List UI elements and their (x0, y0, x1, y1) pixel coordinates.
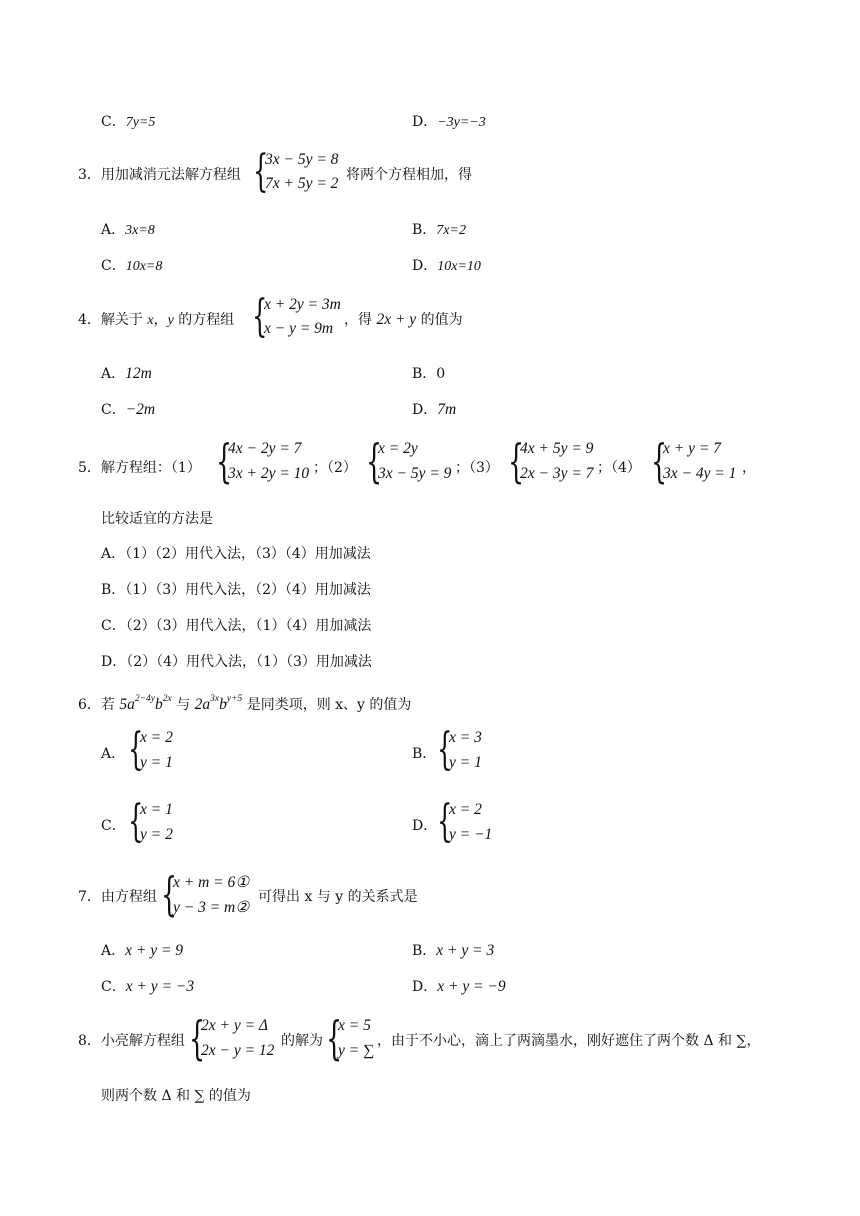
term-1-b: b (155, 696, 163, 713)
separator: ， (153, 312, 168, 328)
separator: ； (455, 460, 469, 476)
solution-1: x = 5 (338, 1017, 371, 1034)
q7-stem (78, 888, 157, 906)
q6-option-c[interactable] (128, 796, 188, 848)
equation-1: 4x + 5y = 9 (520, 440, 594, 457)
variable-y: y (167, 313, 174, 328)
equation-2: x − y = 9m (264, 320, 334, 337)
equation-1: 4x − 2y = 7 (228, 440, 302, 457)
option-label: A． (101, 943, 126, 959)
brace-icon: { (253, 146, 269, 197)
q3-option-b[interactable] (412, 221, 466, 240)
q5-part-3-label (455, 459, 499, 477)
q8-stem-suffix: ，由于不小心，滴上了两滴墨水，刚好遮住了两个数 Δ 和 ∑， (377, 1033, 761, 1049)
option-text: 7x=2 (436, 223, 466, 238)
option-text: （2）（4）用代入法，（1）（3）用加减法 (126, 654, 372, 670)
q5-system-4 (651, 434, 745, 488)
option-label: C． (101, 402, 126, 418)
option-label: A． (101, 222, 126, 238)
question-text-mid: 的方程组 (178, 312, 235, 328)
equation-2: y = −1 (449, 826, 493, 843)
brace-icon: { (189, 1011, 206, 1065)
question-number: 6． (78, 697, 101, 713)
variable-x: x (147, 313, 154, 328)
q6-option-a-label: A． (101, 746, 126, 762)
equation-2: 2x − y = 12 (201, 1042, 275, 1059)
question-text: ，得 (344, 312, 372, 328)
option-text: x + y = 3 (436, 942, 495, 959)
q4-option-a[interactable] (101, 365, 152, 383)
q4-stem (78, 311, 234, 330)
q4-option-c[interactable] (101, 401, 155, 419)
option-text: x + y = 9 (125, 942, 184, 959)
option-label: B． (412, 366, 437, 382)
term-1 (119, 696, 171, 713)
option-text: （1）（2）用代入法，（3）（4）用加减法 (125, 546, 371, 562)
q5-system-2 (366, 434, 458, 488)
q3-stem-suffix: 将两个方程相加，得 (346, 167, 472, 183)
brace-icon: { (128, 796, 144, 847)
question-text: 若 (100, 697, 115, 713)
option-text: 7m (437, 401, 457, 418)
q5-option-b[interactable] (101, 581, 371, 599)
option-label: C． (101, 979, 126, 995)
brace-icon: { (326, 1011, 343, 1065)
question-text: 小亮解方程组 (100, 1033, 185, 1049)
option-text: 7y=5 (125, 115, 156, 130)
option-label: C． (101, 618, 126, 634)
option-text: x + y = −9 (437, 978, 506, 995)
option-text: −3y=−3 (437, 115, 486, 130)
equation-2: y = 1 (449, 754, 482, 771)
equation-1: x = 2 (449, 801, 482, 818)
part-label-3: （3） (469, 460, 499, 476)
solution-2: y = ∑ (338, 1042, 375, 1059)
equation-2: y = 2 (140, 826, 173, 843)
q5-option-d[interactable] (101, 653, 372, 671)
q2-option-c[interactable] (101, 113, 155, 132)
q7-option-d[interactable] (412, 978, 506, 996)
q5-system-3 (508, 434, 602, 488)
option-label: A． (101, 366, 126, 382)
option-label: B． (412, 222, 437, 238)
question-number: 7． (78, 889, 101, 905)
question-number: 8． (78, 1033, 101, 1049)
q7-equation-system (161, 867, 261, 921)
equation-2: y − 3 = m② (173, 899, 250, 916)
option-text: 3x=8 (125, 223, 155, 238)
brace-icon: { (508, 434, 525, 488)
q3-option-c[interactable] (101, 257, 162, 276)
q6-stem (78, 690, 411, 714)
question-text: 由方程组 (100, 889, 157, 905)
q5-stem-line-2: 比较适宜的方法是 (101, 511, 213, 527)
q4-option-b[interactable] (412, 365, 445, 383)
part-label-4: （4） (611, 460, 641, 476)
equation-1: 2x + y = Δ (201, 1017, 269, 1034)
option-label: C． (101, 114, 126, 130)
brace-icon: { (128, 724, 144, 775)
q3-stem (78, 166, 241, 184)
brace-icon: { (252, 291, 268, 342)
equation-2: y = 1 (140, 754, 173, 771)
separator: ； (313, 460, 327, 476)
q4-option-d[interactable] (412, 401, 456, 419)
option-text: 12m (125, 365, 152, 382)
q6-option-b-label: B． (412, 746, 437, 762)
option-label: D． (412, 258, 438, 274)
option-label: D． (412, 402, 438, 418)
term-1-exponent-b: 2x (162, 694, 172, 704)
q6-option-b[interactable] (437, 724, 497, 776)
q8-equation-system (189, 1011, 285, 1065)
q3-option-d[interactable] (412, 257, 481, 276)
q2-option-d[interactable] (412, 113, 486, 132)
option-label: D． (412, 114, 438, 130)
term-2-exponent-b: y+5 (226, 694, 243, 704)
q6-option-d-label: D． (412, 818, 438, 834)
q7-stem-suffix: 可得出 x 与 y 的关系式是 (258, 889, 418, 905)
term-2-exponent-a: 3x (210, 694, 220, 704)
option-label: D． (101, 654, 127, 670)
question-number: 5． (78, 460, 101, 476)
option-text: −2m (125, 401, 156, 418)
question-text: 解关于 (100, 312, 143, 328)
brace-icon: { (651, 434, 668, 488)
term-2-b: b (219, 696, 227, 713)
option-label: D． (412, 979, 438, 995)
question-number: 3． (78, 167, 101, 183)
option-text: （1）（3）用代入法，（2）（4）用加减法 (125, 582, 371, 598)
conjunction: 与 (176, 697, 191, 713)
q7-option-a[interactable] (101, 942, 183, 960)
equation-1: x + 2y = 3m (264, 296, 341, 313)
q6-option-d[interactable] (437, 796, 507, 848)
equation-1: x = 2 (140, 729, 173, 746)
question-text: 是同类项，则 x、y 的值为 (246, 697, 412, 713)
q5-system-1 (216, 434, 316, 488)
part-label-2: （2） (327, 460, 357, 476)
option-label: C． (101, 258, 126, 274)
q3-equation-system (253, 146, 348, 198)
q5-stem (78, 459, 201, 477)
equation-1: x = 2y (378, 440, 418, 457)
option-text: x + y = −3 (125, 978, 195, 995)
brace-icon: { (366, 434, 383, 488)
q4-stem-suffix (344, 311, 463, 329)
separator: ； (597, 460, 611, 476)
equation-1: x + m = 6① (173, 874, 250, 891)
q7-option-c[interactable] (101, 978, 194, 996)
equation-1: x = 1 (140, 801, 173, 818)
q3-option-a[interactable] (101, 221, 155, 240)
question-number: 4． (78, 312, 101, 328)
term-2 (195, 696, 243, 713)
expression: 2x + y (376, 311, 417, 328)
q5-option-c[interactable] (101, 617, 371, 635)
equation-2: 3x − 5y = 9 (378, 465, 452, 482)
question-text: 解方程组： (100, 460, 171, 476)
term-1-exponent-a: 2−4y (134, 694, 156, 704)
q8-stem-line-2: 则两个数 Δ 和 ∑ 的值为 (101, 1088, 251, 1104)
q5-option-a[interactable] (101, 545, 371, 563)
q5-comma: ， (742, 460, 756, 476)
q5-part-4-label (597, 459, 641, 477)
q4-equation-system (252, 291, 342, 343)
question-text: 的值为 (420, 312, 463, 328)
q6-option-c-label: C． (101, 818, 126, 834)
equation-1: 3x − 5y = 8 (265, 151, 339, 168)
brace-icon: { (216, 434, 233, 488)
equation-2: 7x + 5y = 2 (265, 175, 339, 192)
q5-part-2-label (313, 459, 357, 477)
q8-stem (78, 1032, 185, 1050)
equation-2: 2x − 3y = 7 (520, 465, 594, 482)
equation-1: x + y = 7 (663, 440, 721, 457)
term-2-base: 2a (194, 696, 211, 713)
q7-option-b[interactable] (412, 942, 494, 960)
part-label-1: （1） (170, 460, 201, 476)
option-label: B． (101, 582, 126, 598)
option-text: 10x=10 (437, 259, 481, 274)
q8-stem-mid: 的解为 (281, 1033, 323, 1049)
equation-2: 3x − 4y = 1 (663, 465, 737, 482)
brace-icon: { (161, 867, 178, 921)
option-text: （2）（3）用代入法，（1）（4）用加减法 (125, 618, 372, 634)
option-text: 0 (436, 366, 446, 382)
option-label: A． (101, 546, 126, 562)
option-label: B． (412, 943, 437, 959)
equation-1: x = 3 (449, 729, 482, 746)
term-1-base: 5a (119, 696, 135, 713)
q6-option-a[interactable] (128, 724, 188, 776)
brace-icon: { (437, 724, 453, 775)
equation-2: 3x + 2y = 10 (228, 465, 310, 482)
brace-icon: { (437, 796, 453, 847)
question-text: 用加减消元法解方程组 (100, 167, 241, 183)
option-text: 10x=8 (125, 259, 163, 274)
